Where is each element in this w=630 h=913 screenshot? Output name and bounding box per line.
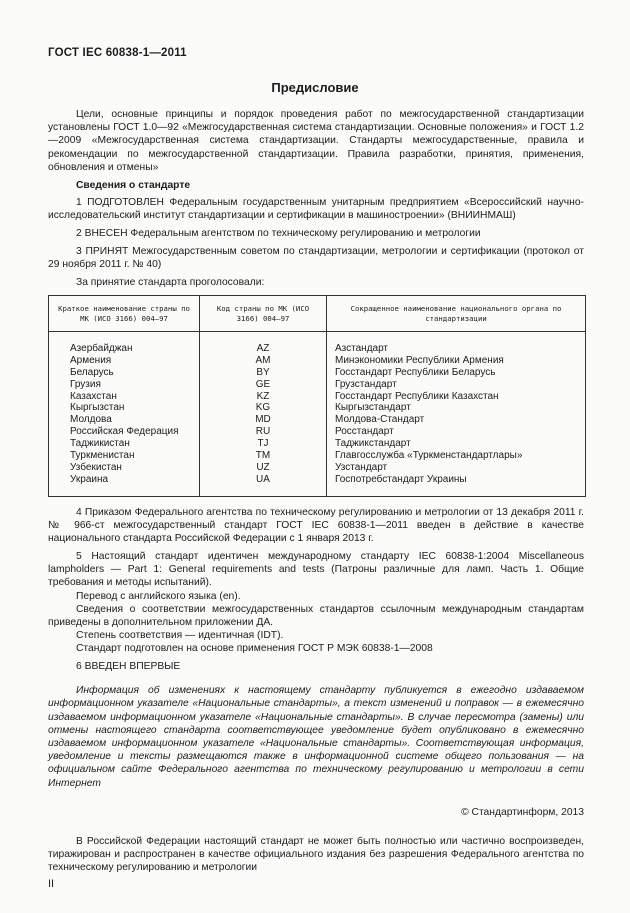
degree-note: Степень соответствия — идентичная (IDT). (76, 630, 284, 642)
table-cell-countrie: Грузия (70, 378, 101, 390)
legal-paragraph: В Российской Федерации настоящий стандарт не может быть полностью или частично воспроизведен, тиражирован и распространен в качестве официального издания без разрешения Федерального агентства по техническому регулированию и метрологии (48, 836, 584, 874)
item-5: 5 Настоящий стандарт идентичен международному стандарту IEC 60838-1:2004 Miscellaneous lampholders — Part 1: General requirements and tests (Патроны различные для ламп. Часть 1. Общие требования и методы испытаний). (48, 550, 584, 589)
table-cell-countrie: Азербайджан (70, 342, 133, 354)
table-cell-code: GE (255, 378, 271, 390)
info-heading: Сведения о стандарте (76, 179, 191, 191)
table-cell-org: Узстандарт (335, 462, 388, 473)
table-cell-org: Минэкономики Республики Армения (335, 354, 504, 366)
table-cell-code: BY (256, 366, 270, 378)
table-cell-org: Молдова-Стандарт (335, 414, 425, 426)
item-3: 3 ПРИНЯТ Межгосударственным советом по стандартизации, метрологии и сертификации (протокол от 29 ноября 2011 г. № 40) (48, 245, 584, 271)
item-2: 2 ВНЕСЕН Федеральным агентством по техническому регулированию и метрологии (76, 228, 481, 240)
table-cell-countrie: Армения (70, 354, 112, 366)
table-header-code: Код страны по МК (ИСО 3166) 004—97 (199, 296, 327, 332)
item-4: 4 Приказом Федерального агентства по техническому регулированию и метрологии от 13 декабря 2011 г. № 966-ст межгосударственный стандарт ГОСТ IEC 60838-1—2011 введен в действие в качестве национального стандарта Российской Федерации с 1 января 2013 г. (48, 506, 584, 545)
table-cell-org: Грузстандарт (335, 378, 397, 390)
notice-paragraph: Информация об изменениях к настоящему стандарту публикуется в ежегодно издаваемом информационном указателе «Национальные стандарты», а текст изменений и поправок — в ежемесячно издаваемом информационном указателе «Национальные стандарты». В случае пересмотра (замены) или отмены настоящего стандарта соответствующее уведомление будет опубликовано в ежемесячно издаваемом информационном указателе «Национальные стандарты». Соответствующая информация, уведомление и тексты размещаются также в информационной системе общего пользования — на официальном сайте Федерального агентства по техническому регулированию и метрологии в сети Интернет (48, 685, 584, 789)
table-cell-code: KG (255, 402, 271, 414)
table-cell-countrie: Туркменистан (70, 450, 135, 462)
table-cell-org: Госстандарт Республики Беларусь (335, 366, 496, 378)
table-header-org: Сокращенное наименование национального органа по стандартизации (327, 296, 585, 332)
copyright: © Стандартинформ, 2013 (461, 806, 584, 818)
table-cell-countrie: Кыргызстан (70, 402, 125, 414)
item-6: 6 ВВЕДЕН ВПЕРВЫЕ (76, 661, 181, 673)
page-title: Предисловие (271, 80, 359, 95)
voting-table (48, 295, 586, 497)
item-1: 1 ПОДГОТОВЛЕН Федеральным государственным унитарным предприятием «Всероссийский научно-исследовательский институт стандартизации и сертификации в машиностроении» (ВНИИНМАШ) (48, 197, 584, 222)
table-cell-code: KZ (256, 390, 270, 402)
table-cell-org: Кыргызстандарт (335, 402, 411, 414)
document-header: ГОСТ IEC 60838-1—2011 (48, 47, 187, 59)
table-cell-code: RU (255, 426, 271, 438)
document-body (48, 108, 584, 875)
table-header-country: Краткое наименование страны по МК (ИСО 3166) 004—97 (49, 296, 199, 332)
org-column (327, 332, 585, 496)
translation-note: Перевод с английского языка (en). (76, 590, 241, 602)
table-cell-countrie: Таджикистан (70, 438, 130, 450)
table-cell-org: Таджикстандарт (335, 438, 411, 450)
table-cell-countrie: Российская Федерация (70, 426, 179, 438)
table-cell-org: Госпотребстандарт Украины (335, 473, 467, 485)
table-cell-code: AZ (256, 342, 270, 354)
table-cell-org: Госстандарт Республики Казахстан (335, 390, 499, 402)
table-cell-code: MD (255, 414, 271, 426)
table-cell-countrie: Молдова (70, 414, 112, 426)
table-cell-countrie: Беларусь (70, 366, 114, 378)
country-column (49, 332, 199, 496)
intro-paragraph: Цели, основные принципы и порядок проведения работ по межгосударственной стандартизации установлены ГОСТ 1.0—92 «Межгосударственная система стандартизации. Основные положения» и ГОСТ 1.2—2009 «Межгосударственная система стандартизации. Стандарты межгосударственные, правила и рекомендации по межгосударственной стандартизации. Правила разработки, принятия, применения, обновления и отмены» (48, 109, 584, 173)
table-cell-code: UZ (256, 462, 270, 473)
table-cell-countrie: Казахстан (70, 390, 117, 402)
table-cell-countrie: Украина (70, 473, 109, 485)
vote-label: За принятие стандарта проголосовали: (76, 276, 265, 288)
table-cell-code: TM (255, 450, 271, 462)
refs-info: Сведения о соответствии межгосударственных стандартов ссылочным международным стандартам приведены в дополнительном приложении ДА. (48, 603, 584, 628)
table-cell-org: Главгосслужба «Туркменстандартлары» (335, 450, 523, 462)
code-column (199, 332, 327, 496)
table-cell-countrie: Узбекистан (70, 462, 122, 473)
table-cell-org: Росстандарт (335, 426, 394, 438)
table-cell-code: AM (255, 354, 271, 366)
table-cell-code: UA (256, 473, 270, 485)
based-on-note: Стандарт подготовлен на основе применения ГОСТ Р МЭК 60838-1—2008 (76, 643, 433, 655)
table-cell-code: TJ (257, 438, 269, 450)
table-cell-org: Азстандарт (335, 342, 389, 354)
page-number: II (48, 878, 55, 890)
